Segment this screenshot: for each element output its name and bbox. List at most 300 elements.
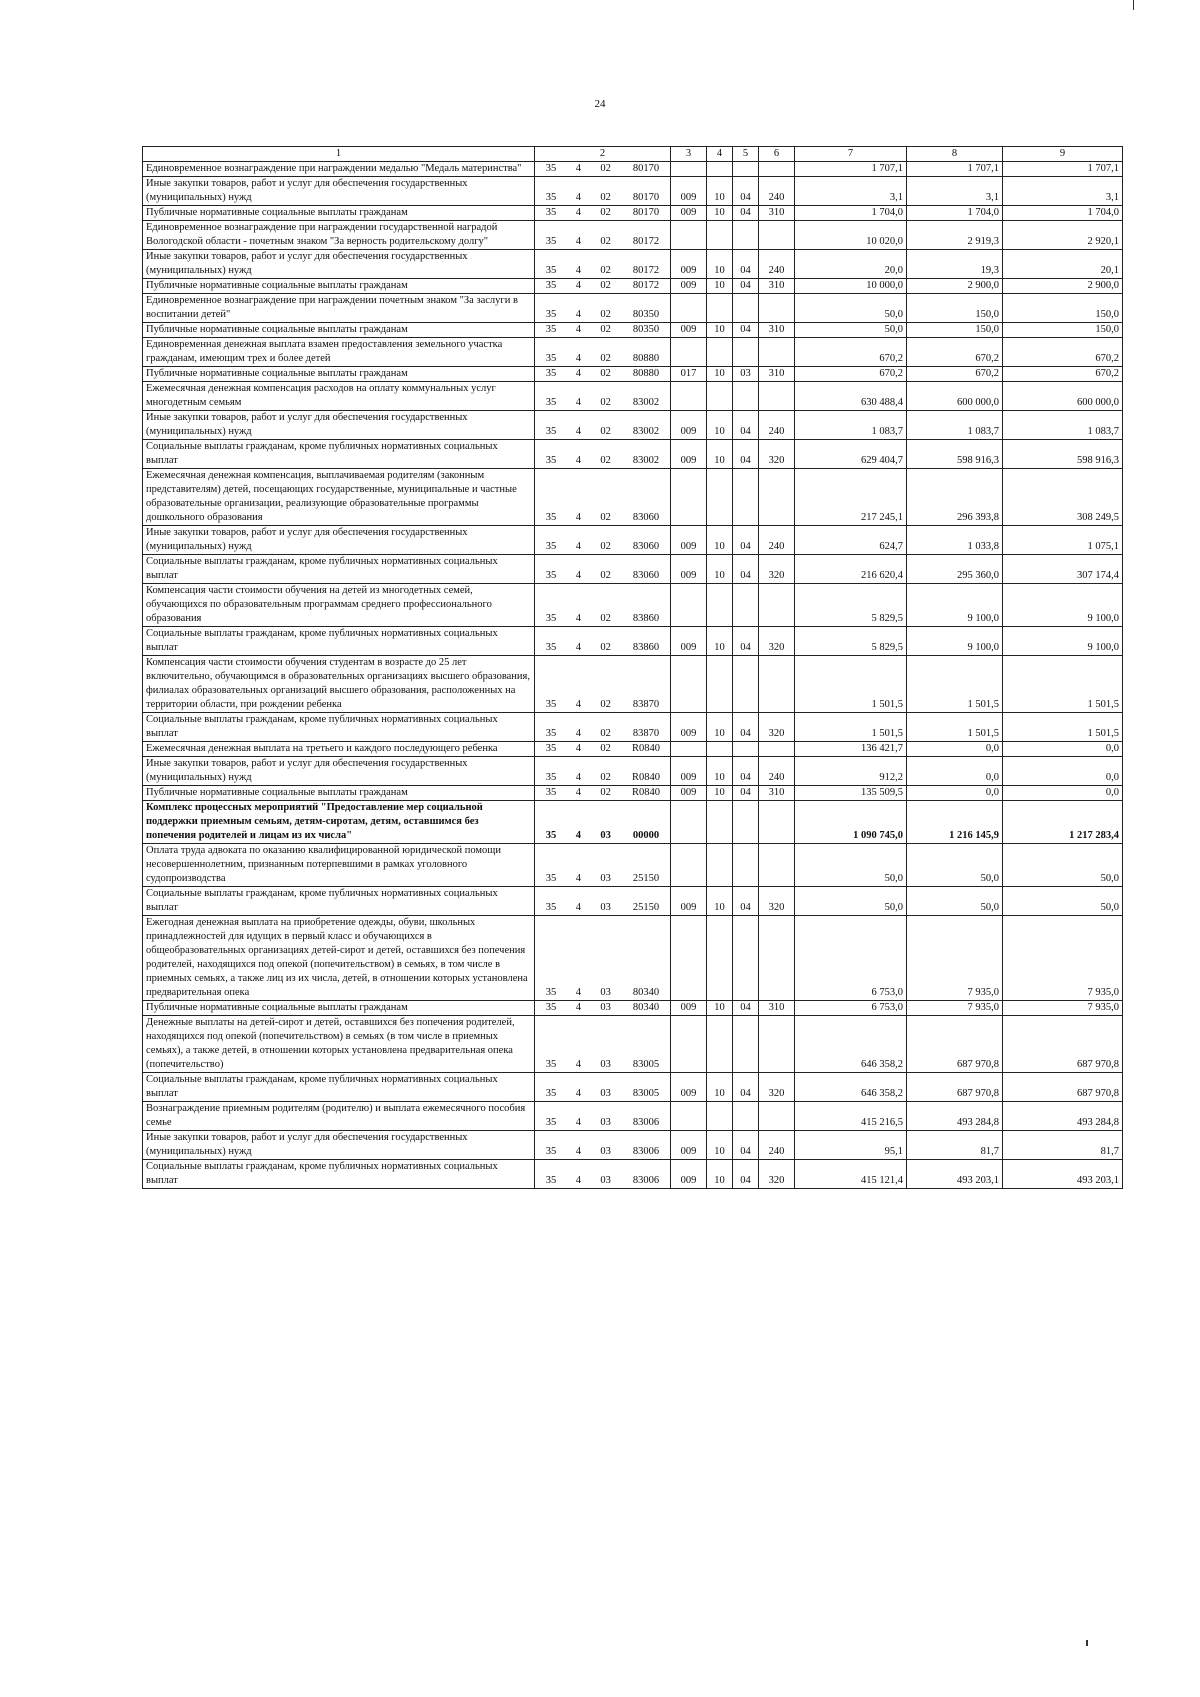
target-code-part: 83005 bbox=[632, 1059, 660, 1070]
target-code-parts bbox=[535, 162, 670, 176]
table-row bbox=[143, 887, 1123, 916]
amount-year-3: 1 704,0 bbox=[1003, 206, 1123, 221]
target-code-part: 25150 bbox=[632, 873, 660, 884]
amount-year-3: 687 970,8 bbox=[1003, 1016, 1123, 1073]
expense-type-code bbox=[759, 469, 795, 526]
target-code-part: 4 bbox=[575, 280, 581, 291]
row-name: Социальные выплаты гражданам, кроме публичных нормативных социальных выплат bbox=[143, 887, 535, 916]
target-code bbox=[535, 526, 671, 555]
header-cell: 7 bbox=[795, 147, 907, 162]
amount-year-2: 1 216 145,9 bbox=[907, 801, 1003, 844]
amount-year-2: 670,2 bbox=[907, 367, 1003, 382]
amount-year-1: 646 358,2 bbox=[795, 1073, 907, 1102]
ministry-code: 009 bbox=[671, 1001, 707, 1016]
row-name: Компенсация части стоимости обучения студентам в возрасте до 25 лет включительно, обучающимся в образовательных организациях высшего образования, филиалах образовательных организаций высшего образования, расположенных на территории области, при рождении ребенка bbox=[143, 656, 535, 713]
amount-year-3: 670,2 bbox=[1003, 338, 1123, 367]
amount-year-3: 687 970,8 bbox=[1003, 1073, 1123, 1102]
table-row bbox=[143, 801, 1123, 844]
target-code-part: 35 bbox=[545, 1117, 557, 1128]
amount-year-1: 670,2 bbox=[795, 338, 907, 367]
section-code: 10 bbox=[707, 887, 733, 916]
table-row bbox=[143, 742, 1123, 757]
scan-mark bbox=[1086, 1640, 1088, 1646]
row-name: Единовременная денежная выплата взамен предоставления земельного участка гражданам, имеющим трех и более детей bbox=[143, 338, 535, 367]
target-code-part: 4 bbox=[575, 309, 581, 320]
table-row bbox=[143, 411, 1123, 440]
ministry-code: 009 bbox=[671, 627, 707, 656]
amount-year-3: 0,0 bbox=[1003, 757, 1123, 786]
amount-year-2: 19,3 bbox=[907, 250, 1003, 279]
target-code-part: 4 bbox=[575, 1059, 581, 1070]
subsection-code: 04 bbox=[733, 1001, 759, 1016]
target-code-part: 83005 bbox=[632, 1088, 660, 1099]
table-row bbox=[143, 294, 1123, 323]
row-name: Публичные нормативные социальные выплаты гражданам bbox=[143, 206, 535, 221]
amount-year-3: 2 920,1 bbox=[1003, 221, 1123, 250]
amount-year-2: 670,2 bbox=[907, 338, 1003, 367]
subsection-code: 04 bbox=[733, 440, 759, 469]
expense-type-code: 310 bbox=[759, 786, 795, 801]
target-code bbox=[535, 1016, 671, 1073]
amount-year-3: 598 916,3 bbox=[1003, 440, 1123, 469]
row-name: Социальные выплаты гражданам, кроме публичных нормативных социальных выплат bbox=[143, 1073, 535, 1102]
amount-year-2: 687 970,8 bbox=[907, 1073, 1003, 1102]
target-code-part: 4 bbox=[575, 743, 581, 754]
target-code bbox=[535, 367, 671, 382]
amount-year-3: 307 174,4 bbox=[1003, 555, 1123, 584]
section-code bbox=[707, 844, 733, 887]
table-row bbox=[143, 440, 1123, 469]
expense-type-code: 240 bbox=[759, 411, 795, 440]
target-code-part: 25150 bbox=[632, 902, 660, 913]
target-code bbox=[535, 221, 671, 250]
expense-type-code bbox=[759, 338, 795, 367]
amount-year-3: 1 501,5 bbox=[1003, 713, 1123, 742]
target-code-part: 02 bbox=[600, 772, 611, 783]
amount-year-2: 81,7 bbox=[907, 1131, 1003, 1160]
section-code bbox=[707, 338, 733, 367]
amount-year-2: 2 900,0 bbox=[907, 279, 1003, 294]
row-name: Социальные выплаты гражданам, кроме публичных нормативных социальных выплат bbox=[143, 555, 535, 584]
target-code bbox=[535, 801, 671, 844]
amount-year-3: 50,0 bbox=[1003, 887, 1123, 916]
target-code-part: 03 bbox=[600, 987, 611, 998]
amount-year-2: 2 919,3 bbox=[907, 221, 1003, 250]
target-code-part: 02 bbox=[600, 163, 611, 174]
target-code bbox=[535, 250, 671, 279]
target-code-part: R0840 bbox=[631, 772, 660, 783]
ministry-code: 009 bbox=[671, 323, 707, 338]
target-code-part: 4 bbox=[575, 699, 581, 710]
subsection-code: 04 bbox=[733, 250, 759, 279]
header-cell: 4 bbox=[707, 147, 733, 162]
target-code-parts bbox=[535, 540, 670, 554]
section-code: 10 bbox=[707, 367, 733, 382]
section-code bbox=[707, 916, 733, 1001]
subsection-code bbox=[733, 1016, 759, 1073]
amount-year-2: 1 083,7 bbox=[907, 411, 1003, 440]
table-row bbox=[143, 1001, 1123, 1016]
section-code: 10 bbox=[707, 206, 733, 221]
section-code bbox=[707, 294, 733, 323]
amount-year-2: 493 203,1 bbox=[907, 1160, 1003, 1189]
target-code-part: 35 bbox=[545, 570, 557, 581]
section-code: 10 bbox=[707, 526, 733, 555]
target-code-part: 02 bbox=[600, 642, 611, 653]
target-code-part: 35 bbox=[545, 787, 557, 798]
amount-year-2: 600 000,0 bbox=[907, 382, 1003, 411]
table-row bbox=[143, 177, 1123, 206]
section-code bbox=[707, 656, 733, 713]
amount-year-2: 0,0 bbox=[907, 742, 1003, 757]
target-code-part: 4 bbox=[575, 541, 581, 552]
amount-year-3: 20,1 bbox=[1003, 250, 1123, 279]
target-code-part: 35 bbox=[545, 280, 557, 291]
target-code-part: 35 bbox=[545, 1002, 557, 1013]
target-code-part: 35 bbox=[545, 368, 557, 379]
ministry-code bbox=[671, 338, 707, 367]
expense-type-code bbox=[759, 382, 795, 411]
target-code-parts bbox=[535, 612, 670, 626]
subsection-code bbox=[733, 916, 759, 1001]
table-row bbox=[143, 162, 1123, 177]
target-code-part: 35 bbox=[545, 902, 557, 913]
expense-type-code: 320 bbox=[759, 627, 795, 656]
subsection-code: 04 bbox=[733, 786, 759, 801]
target-code-part: 80880 bbox=[632, 353, 660, 364]
target-code-part: 4 bbox=[575, 1146, 581, 1157]
target-code-parts bbox=[535, 308, 670, 322]
row-name: Комплекс процессных мероприятий "Предоставление мер социальной поддержки приемным семьям, детям-сиротам, детям, оставшимся без попечения родителей и лицам из их числа" bbox=[143, 801, 535, 844]
header-cell: 6 bbox=[759, 147, 795, 162]
expense-type-code: 240 bbox=[759, 177, 795, 206]
target-code-part: 80880 bbox=[632, 368, 660, 379]
target-code bbox=[535, 162, 671, 177]
expense-type-code bbox=[759, 742, 795, 757]
target-code bbox=[535, 338, 671, 367]
section-code: 10 bbox=[707, 411, 733, 440]
target-code-part: 02 bbox=[600, 236, 611, 247]
target-code-part: 4 bbox=[575, 207, 581, 218]
target-code bbox=[535, 279, 671, 294]
section-code: 10 bbox=[707, 1001, 733, 1016]
target-code-part: 02 bbox=[600, 280, 611, 291]
row-name: Вознаграждение приемным родителям (родителю) и выплата ежемесячного пособия семье bbox=[143, 1102, 535, 1131]
target-code bbox=[535, 382, 671, 411]
ministry-code: 009 bbox=[671, 887, 707, 916]
amount-year-3: 7 935,0 bbox=[1003, 1001, 1123, 1016]
amount-year-2: 493 284,8 bbox=[907, 1102, 1003, 1131]
target-code-part: 35 bbox=[545, 728, 557, 739]
target-code-parts bbox=[535, 1116, 670, 1130]
amount-year-1: 629 404,7 bbox=[795, 440, 907, 469]
target-code-part: 35 bbox=[545, 642, 557, 653]
target-code-part: 02 bbox=[600, 512, 611, 523]
table-row bbox=[143, 221, 1123, 250]
amount-year-1: 95,1 bbox=[795, 1131, 907, 1160]
section-code: 10 bbox=[707, 177, 733, 206]
amount-year-3: 493 284,8 bbox=[1003, 1102, 1123, 1131]
amount-year-2: 9 100,0 bbox=[907, 584, 1003, 627]
amount-year-1: 5 829,5 bbox=[795, 627, 907, 656]
target-code-part: 83860 bbox=[632, 642, 660, 653]
target-code-parts bbox=[535, 206, 670, 220]
target-code-parts bbox=[535, 786, 670, 800]
target-code-part: 80340 bbox=[632, 987, 660, 998]
target-code-part: 4 bbox=[575, 1002, 581, 1013]
subsection-code bbox=[733, 844, 759, 887]
amount-year-2: 687 970,8 bbox=[907, 1016, 1003, 1073]
subsection-code: 04 bbox=[733, 206, 759, 221]
target-code-part: 83002 bbox=[632, 397, 660, 408]
amount-year-3: 3,1 bbox=[1003, 177, 1123, 206]
table-row bbox=[143, 584, 1123, 627]
target-code bbox=[535, 1160, 671, 1189]
target-code-part: 4 bbox=[575, 368, 581, 379]
ministry-code: 009 bbox=[671, 786, 707, 801]
subsection-code: 03 bbox=[733, 367, 759, 382]
subsection-code: 04 bbox=[733, 757, 759, 786]
table-body bbox=[143, 147, 1123, 1189]
row-name: Социальные выплаты гражданам, кроме публичных нормативных социальных выплат bbox=[143, 440, 535, 469]
section-code bbox=[707, 1016, 733, 1073]
table-row bbox=[143, 844, 1123, 887]
amount-year-1: 1 090 745,0 bbox=[795, 801, 907, 844]
target-code-part: 35 bbox=[545, 455, 557, 466]
target-code-part: 35 bbox=[545, 699, 557, 710]
amount-year-1: 135 509,5 bbox=[795, 786, 907, 801]
target-code-part: 4 bbox=[575, 426, 581, 437]
target-code-part: 03 bbox=[600, 902, 611, 913]
table-row bbox=[143, 786, 1123, 801]
amount-year-1: 6 753,0 bbox=[795, 1001, 907, 1016]
target-code-part: 83002 bbox=[632, 426, 660, 437]
amount-year-1: 136 421,7 bbox=[795, 742, 907, 757]
target-code-part: 4 bbox=[575, 873, 581, 884]
target-code-part: 02 bbox=[600, 207, 611, 218]
amount-year-1: 50,0 bbox=[795, 887, 907, 916]
ministry-code: 017 bbox=[671, 367, 707, 382]
target-code-parts bbox=[535, 264, 670, 278]
target-code bbox=[535, 1073, 671, 1102]
subsection-code bbox=[733, 742, 759, 757]
scan-mark bbox=[1133, 0, 1134, 10]
target-code-part: 4 bbox=[575, 570, 581, 581]
subsection-code: 04 bbox=[733, 526, 759, 555]
row-name: Ежемесячная денежная выплата на третьего и каждого последующего ребенка bbox=[143, 742, 535, 757]
header-cell: 8 bbox=[907, 147, 1003, 162]
target-code-parts bbox=[535, 352, 670, 366]
amount-year-1: 50,0 bbox=[795, 844, 907, 887]
target-code-part: R0840 bbox=[631, 743, 660, 754]
amount-year-1: 3,1 bbox=[795, 177, 907, 206]
amount-year-1: 912,2 bbox=[795, 757, 907, 786]
target-code-part: 35 bbox=[545, 987, 557, 998]
expense-type-code bbox=[759, 1016, 795, 1073]
target-code-part: 80170 bbox=[632, 163, 660, 174]
subsection-code: 04 bbox=[733, 555, 759, 584]
target-code-part: 35 bbox=[545, 772, 557, 783]
section-code: 10 bbox=[707, 250, 733, 279]
amount-year-2: 1 501,5 bbox=[907, 713, 1003, 742]
amount-year-2: 150,0 bbox=[907, 323, 1003, 338]
expense-type-code: 240 bbox=[759, 757, 795, 786]
row-name: Иные закупки товаров, работ и услуг для обеспечения государственных (муниципальных) нужд bbox=[143, 526, 535, 555]
subsection-code: 04 bbox=[733, 1073, 759, 1102]
target-code-part: 03 bbox=[600, 1117, 611, 1128]
ministry-code: 009 bbox=[671, 526, 707, 555]
amount-year-3: 1 707,1 bbox=[1003, 162, 1123, 177]
target-code-part: 4 bbox=[575, 902, 581, 913]
expense-type-code: 240 bbox=[759, 1131, 795, 1160]
target-code-part: 02 bbox=[600, 397, 611, 408]
amount-year-2: 150,0 bbox=[907, 294, 1003, 323]
target-code-part: 35 bbox=[545, 512, 557, 523]
target-code-part: 02 bbox=[600, 265, 611, 276]
subsection-code bbox=[733, 656, 759, 713]
section-code bbox=[707, 382, 733, 411]
amount-year-3: 9 100,0 bbox=[1003, 627, 1123, 656]
amount-year-2: 7 935,0 bbox=[907, 916, 1003, 1001]
expense-type-code bbox=[759, 656, 795, 713]
subsection-code bbox=[733, 338, 759, 367]
amount-year-2: 295 360,0 bbox=[907, 555, 1003, 584]
subsection-code bbox=[733, 801, 759, 844]
target-code-part: 4 bbox=[575, 830, 581, 841]
target-code-part: 35 bbox=[545, 541, 557, 552]
ministry-code: 009 bbox=[671, 250, 707, 279]
target-code-part: 83002 bbox=[632, 455, 660, 466]
target-code-part: 35 bbox=[545, 309, 557, 320]
expense-type-code bbox=[759, 916, 795, 1001]
target-code bbox=[535, 1131, 671, 1160]
section-code: 10 bbox=[707, 440, 733, 469]
expense-type-code: 240 bbox=[759, 250, 795, 279]
target-code-part: 00000 bbox=[632, 830, 660, 841]
section-code: 10 bbox=[707, 786, 733, 801]
target-code-parts bbox=[535, 1058, 670, 1072]
subsection-code bbox=[733, 294, 759, 323]
target-code-parts bbox=[535, 279, 670, 293]
amount-year-1: 1 083,7 bbox=[795, 411, 907, 440]
target-code-part: 4 bbox=[575, 1117, 581, 1128]
target-code-parts bbox=[535, 235, 670, 249]
target-code-part: 4 bbox=[575, 1088, 581, 1099]
target-code-part: 35 bbox=[545, 1146, 557, 1157]
table-row bbox=[143, 555, 1123, 584]
target-code-parts bbox=[535, 323, 670, 337]
header-row bbox=[143, 147, 1123, 162]
target-code bbox=[535, 440, 671, 469]
target-code-parts bbox=[535, 454, 670, 468]
target-code bbox=[535, 1001, 671, 1016]
target-code-part: 83006 bbox=[632, 1146, 660, 1157]
target-code-part: 4 bbox=[575, 987, 581, 998]
amount-year-3: 7 935,0 bbox=[1003, 916, 1123, 1001]
expense-type-code: 320 bbox=[759, 713, 795, 742]
amount-year-1: 670,2 bbox=[795, 367, 907, 382]
amount-year-3: 81,7 bbox=[1003, 1131, 1123, 1160]
target-code-part: 35 bbox=[545, 873, 557, 884]
ministry-code bbox=[671, 742, 707, 757]
table-row bbox=[143, 1102, 1123, 1131]
target-code-part: 02 bbox=[600, 455, 611, 466]
target-code-parts bbox=[535, 872, 670, 886]
amount-year-1: 10 020,0 bbox=[795, 221, 907, 250]
amount-year-3: 1 075,1 bbox=[1003, 526, 1123, 555]
amount-year-1: 646 358,2 bbox=[795, 1016, 907, 1073]
header-cell: 3 bbox=[671, 147, 707, 162]
section-code: 10 bbox=[707, 713, 733, 742]
target-code-part: 35 bbox=[545, 353, 557, 364]
target-code bbox=[535, 177, 671, 206]
expense-type-code: 310 bbox=[759, 367, 795, 382]
target-code-part: 03 bbox=[600, 1059, 611, 1070]
target-code-part: 83060 bbox=[632, 541, 660, 552]
row-name: Иные закупки товаров, работ и услуг для обеспечения государственных (муниципальных) нужд bbox=[143, 411, 535, 440]
target-code-part: 80340 bbox=[632, 1002, 660, 1013]
target-code bbox=[535, 742, 671, 757]
target-code-part: 4 bbox=[575, 265, 581, 276]
target-code-part: 4 bbox=[575, 353, 581, 364]
ministry-code bbox=[671, 221, 707, 250]
target-code-part: 4 bbox=[575, 613, 581, 624]
amount-year-3: 150,0 bbox=[1003, 323, 1123, 338]
section-code: 10 bbox=[707, 757, 733, 786]
ministry-code: 009 bbox=[671, 177, 707, 206]
section-code: 10 bbox=[707, 1131, 733, 1160]
ministry-code bbox=[671, 469, 707, 526]
target-code-parts bbox=[535, 641, 670, 655]
target-code-part: 35 bbox=[545, 192, 557, 203]
target-code-part: 03 bbox=[600, 1002, 611, 1013]
ministry-code bbox=[671, 916, 707, 1001]
row-name: Оплата труда адвоката по оказанию квалифицированной юридической помощи несовершеннолетним, признанным потерпевшими в рамках уголовного судопроизводства bbox=[143, 844, 535, 887]
target-code bbox=[535, 757, 671, 786]
section-code bbox=[707, 584, 733, 627]
expense-type-code bbox=[759, 801, 795, 844]
expense-type-code: 320 bbox=[759, 440, 795, 469]
row-name: Иные закупки товаров, работ и услуг для обеспечения государственных (муниципальных) нужд bbox=[143, 757, 535, 786]
target-code-part: 02 bbox=[600, 309, 611, 320]
subsection-code: 04 bbox=[733, 627, 759, 656]
amount-year-2: 1 704,0 bbox=[907, 206, 1003, 221]
ministry-code: 009 bbox=[671, 1160, 707, 1189]
header-cell: 1 bbox=[143, 147, 535, 162]
amount-year-1: 415 121,4 bbox=[795, 1160, 907, 1189]
target-code-part: 02 bbox=[600, 787, 611, 798]
target-code bbox=[535, 656, 671, 713]
section-code bbox=[707, 1102, 733, 1131]
ministry-code bbox=[671, 801, 707, 844]
target-code-part: 35 bbox=[545, 830, 557, 841]
section-code: 10 bbox=[707, 323, 733, 338]
target-code bbox=[535, 844, 671, 887]
expense-type-code: 320 bbox=[759, 1073, 795, 1102]
amount-year-2: 1 707,1 bbox=[907, 162, 1003, 177]
subsection-code: 04 bbox=[733, 1160, 759, 1189]
amount-year-1: 1 704,0 bbox=[795, 206, 907, 221]
target-code-part: 35 bbox=[545, 1175, 557, 1186]
target-code bbox=[535, 887, 671, 916]
target-code-part: 4 bbox=[575, 512, 581, 523]
expense-type-code: 320 bbox=[759, 887, 795, 916]
ministry-code bbox=[671, 584, 707, 627]
table-row bbox=[143, 656, 1123, 713]
expense-type-code bbox=[759, 584, 795, 627]
table-row bbox=[143, 757, 1123, 786]
target-code-part: 83860 bbox=[632, 613, 660, 624]
